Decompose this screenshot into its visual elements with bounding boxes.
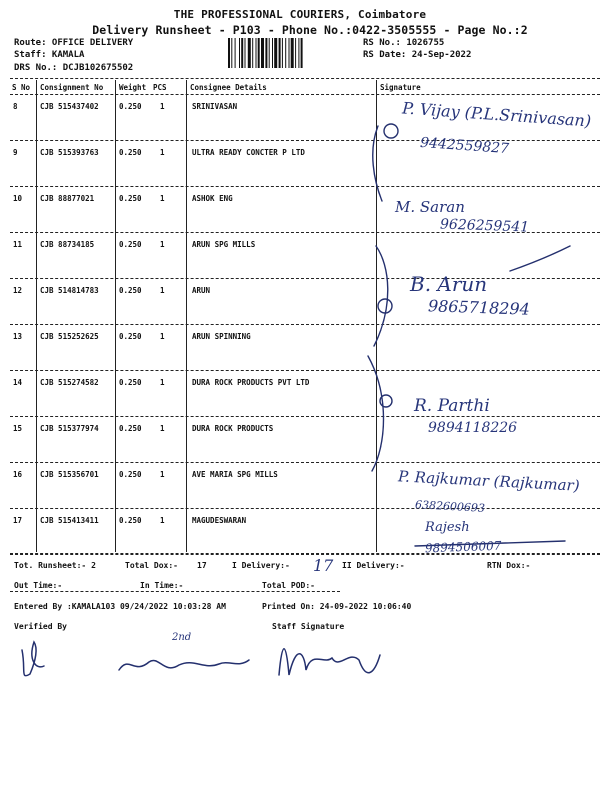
row-consignment: CJB 515356701 (40, 470, 99, 479)
row-consignment: CJB 88877021 (40, 194, 95, 203)
circled-mark (384, 124, 398, 138)
barcode-bar (282, 38, 283, 68)
row-sno: 13 (13, 332, 23, 341)
row-pcs: 1 (160, 470, 165, 479)
row-pcs: 1 (160, 516, 165, 525)
row-weight: 0.250 (119, 286, 142, 295)
row-pcs: 1 (160, 240, 165, 249)
row-sno: 12 (13, 286, 23, 295)
row-consignee: ASHOK ENG (192, 194, 233, 203)
row-sno: 15 (13, 424, 23, 433)
phone-row17: 9894506007 (424, 538, 502, 556)
phone-row16: 6382600693 (414, 498, 486, 515)
staff-signature (279, 649, 380, 675)
row-consignee: ULTRA READY CONCTER P LTD (192, 148, 305, 157)
row-pcs: 1 (160, 332, 165, 341)
barcode-bar (258, 38, 260, 68)
row-weight: 0.250 (119, 378, 142, 387)
row-sno: 8 (13, 102, 18, 111)
signature-row10: M. Saran (395, 198, 465, 216)
row-consignment: CJB 515413411 (40, 516, 99, 525)
barcode-bar (279, 38, 281, 68)
runsheet-title: Delivery Runsheet - P103 - Phone No.:0422-3505555 - Page No.:2 (92, 23, 528, 37)
row-consignee: ARUN (192, 286, 211, 295)
row-sno: 14 (13, 378, 23, 387)
brace-mark (374, 246, 388, 346)
verified-by-label: Verified By (14, 622, 67, 631)
signature-row8: P. Vijay (P.L.Srinivasan) (401, 98, 592, 131)
barcode-bar (228, 38, 230, 68)
signature-row12: B. Arun (410, 272, 488, 296)
col-pcs: PCS (153, 83, 167, 92)
row-weight: 0.250 (119, 240, 142, 249)
barcode-bar (289, 38, 290, 68)
rs-date: RS Date: 24-Sep-2022 (363, 50, 472, 60)
signature-row16: P. Rajkumar (Rajkumar) (397, 467, 581, 495)
row-sno: 10 (13, 194, 23, 203)
barcode-bar (265, 38, 267, 68)
row-consignment: CJB 514814783 (40, 286, 99, 295)
barcode-bar (274, 38, 277, 68)
row-consignment: CJB 515377974 (40, 424, 99, 433)
row-pcs: 1 (160, 148, 165, 157)
out-time: Out Time:- (14, 581, 63, 590)
footer-top-rule (10, 553, 600, 554)
company-title: THE PROFESSIONAL COURIERS, Coimbatore (173, 8, 427, 21)
phone-row10: 9626259541 (439, 216, 530, 236)
row-weight: 0.250 (119, 102, 142, 111)
barcode-bar (301, 38, 303, 68)
signature-flourish (510, 246, 570, 271)
row-pcs: 1 (160, 424, 165, 433)
row-weight: 0.250 (119, 194, 142, 203)
footer-signatures (14, 630, 394, 690)
footer-rule (10, 591, 340, 592)
barcode-bar (245, 38, 246, 68)
signature-row17: Rajesh (425, 520, 470, 535)
barcode-bar (241, 38, 243, 68)
entered-by: Entered By :KAMALA103 09/24/2022 10:03:28 AM (14, 602, 226, 611)
in-time: In Time:- (140, 581, 184, 590)
row-consignment: CJB 515393763 (40, 148, 99, 157)
row-consignee: DURA ROCK PRODUCTS (192, 424, 274, 433)
barcode-bar (235, 38, 236, 68)
barcode-bar (256, 38, 257, 68)
row-weight: 0.250 (119, 424, 142, 433)
barcode-bar (231, 38, 232, 68)
second-verifier-signature (119, 660, 249, 670)
row-consignee: SRINIVASAN (192, 102, 238, 111)
i-delivery-handwritten: 17 (313, 556, 334, 575)
printed-on: Printed On: 24-09-2022 10:06:40 (262, 602, 412, 611)
total-pod: Total POD:- (262, 581, 315, 590)
route-label: Route: OFFICE DELIVERY (14, 38, 134, 48)
barcode-bar (298, 38, 299, 68)
phone-row14: 9894118226 (428, 420, 518, 436)
row-consignee: ARUN SPINNING (192, 332, 251, 341)
drs-number: DRS No.: DCJB102675502 (14, 63, 134, 73)
row-weight: 0.250 (119, 470, 142, 479)
row-sno: 16 (13, 470, 23, 479)
verifier-note: 2nd (172, 632, 192, 643)
row-pcs: 1 (160, 194, 165, 203)
col-weight: Weight (119, 83, 147, 92)
rs-number: RS No.: 1026755 (363, 38, 445, 48)
col-signature: Signature (380, 83, 421, 92)
barcode-bar (261, 38, 264, 68)
tot-runsheet: Tot. Runsheet:- 2 (14, 561, 96, 570)
total-dox-label: Total Dox:- (125, 561, 178, 570)
brace-mark (368, 356, 384, 471)
phone-row8: 9442559827 (419, 134, 510, 158)
barcode-bar (252, 38, 253, 68)
barcode-bar (248, 38, 251, 68)
phone-row12: 9865718294 (427, 296, 531, 319)
row-pcs: 1 (160, 102, 165, 111)
row-consignee: ARUN SPG MILLS (192, 240, 256, 249)
col-consignment: Consignment No (40, 83, 104, 92)
barcode-bar (295, 38, 296, 68)
col-consignee: Consignee Details (190, 83, 267, 92)
barcode-bar (239, 38, 240, 68)
row-pcs: 1 (160, 378, 165, 387)
i-delivery-label: I Delivery:- (232, 561, 290, 570)
barcode-bar (285, 38, 286, 68)
row-consignment: CJB 515274582 (40, 378, 99, 387)
row-consignment: CJB 515252625 (40, 332, 99, 341)
col-sno: S No (12, 83, 31, 92)
staff-signature-label: Staff Signature (272, 622, 345, 631)
col-rule (36, 80, 37, 552)
barcode-bar (291, 38, 294, 68)
col-rule (115, 80, 116, 552)
barcode-bar (269, 38, 270, 68)
row-sno: 11 (13, 240, 23, 249)
barcode (228, 38, 358, 68)
row-consignee: MAGUDESWARAN (192, 516, 247, 525)
row-weight: 0.250 (119, 332, 142, 341)
row-sno: 9 (13, 148, 18, 157)
header-bottom-rule (10, 94, 600, 95)
row-weight: 0.250 (119, 516, 142, 525)
row-consignment: CJB 88734185 (40, 240, 95, 249)
staff-label: Staff: KAMALA (14, 50, 85, 60)
verifier-signature (22, 642, 44, 676)
header-top-rule (10, 78, 600, 79)
circled-mark (378, 299, 392, 313)
row-weight: 0.250 (119, 148, 142, 157)
barcode-bar (272, 38, 273, 68)
row-sno: 17 (13, 516, 23, 525)
signature-row14: R. Parthi (414, 396, 490, 416)
row-consignment: CJB 515437402 (40, 102, 99, 111)
row-pcs: 1 (160, 286, 165, 295)
row-consignee: AVE MARIA SPG MILLS (192, 470, 278, 479)
row-consignee: DURA ROCK PRODUCTS PVT LTD (192, 378, 310, 387)
col-rule (186, 80, 187, 552)
brace-mark (373, 126, 382, 201)
rtn-dox-label: RTN Dox:- (487, 561, 531, 570)
total-dox-value: 17 (197, 561, 207, 570)
ii-delivery-label: II Delivery:- (342, 561, 405, 570)
